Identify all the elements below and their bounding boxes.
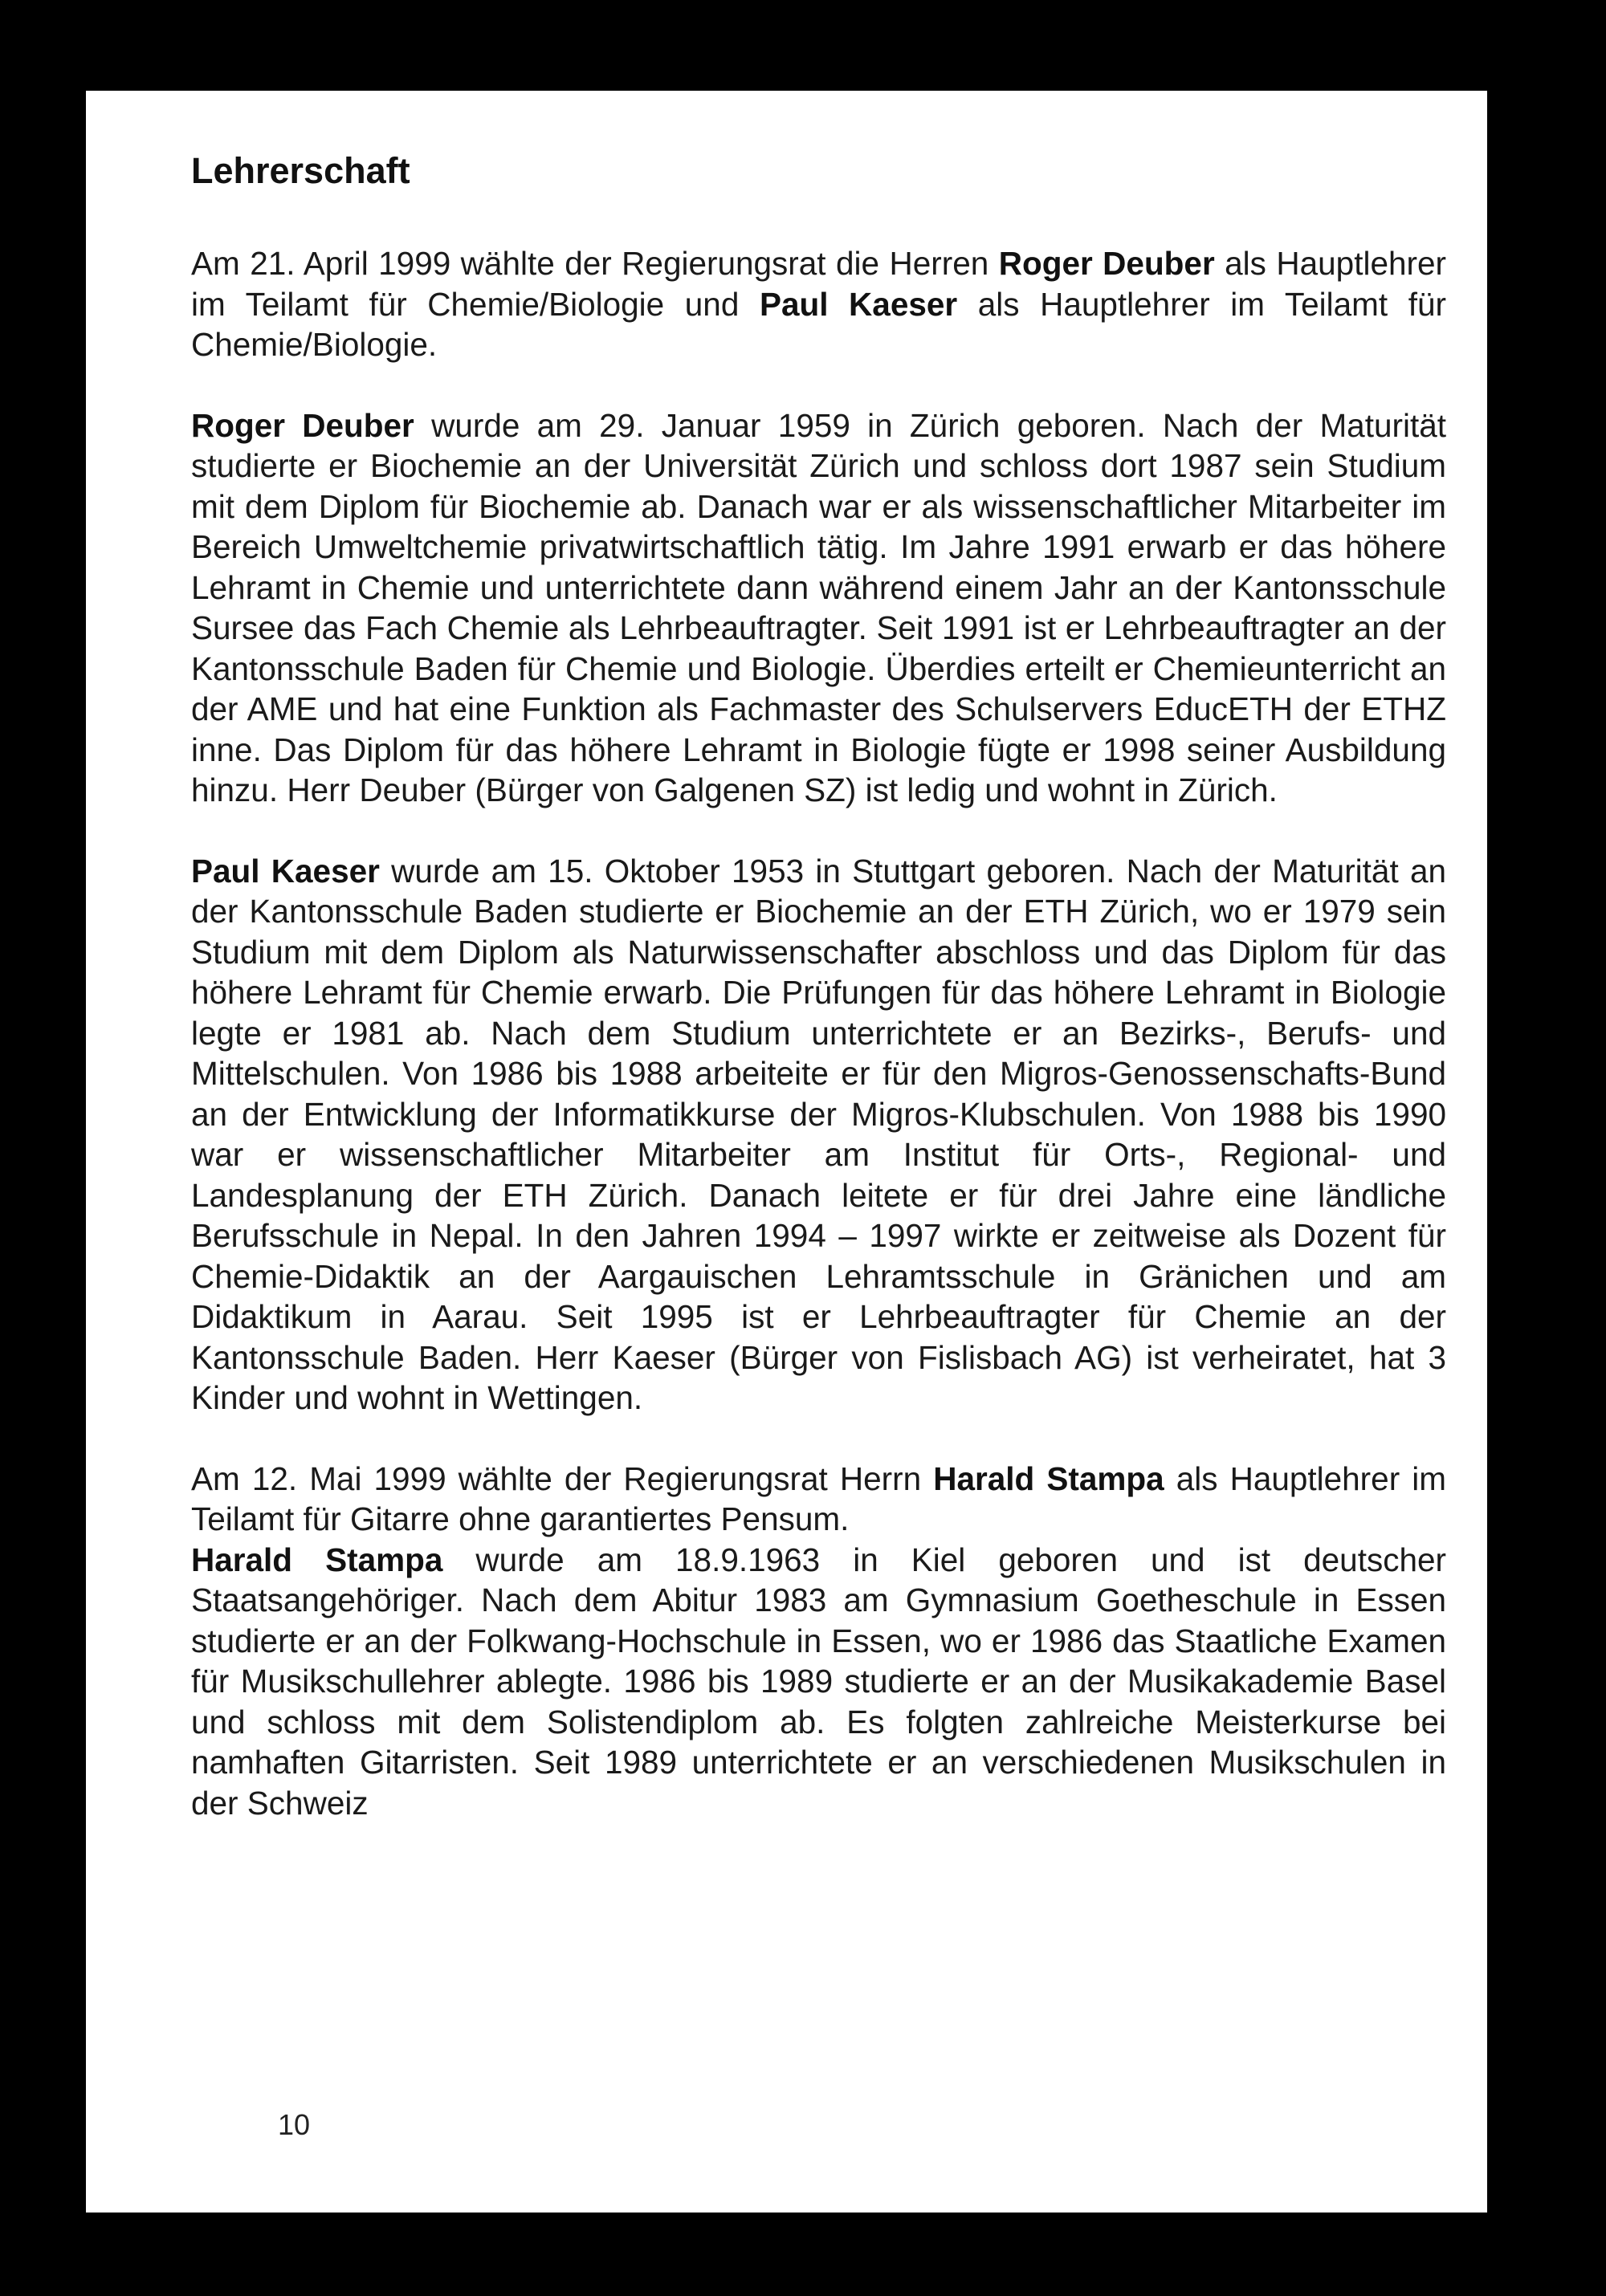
text-run: Am 12. Mai 1999 wählte der Regierungsrat Herrn	[191, 1459, 934, 1497]
text-run: Am 21. April 1999 wählte der Regierungsrat die Herren	[191, 245, 999, 282]
name-paul-kaeser: Paul Kaeser	[759, 285, 958, 323]
name-harald-stampa: Harald Stampa	[191, 1541, 443, 1578]
text-run: wurde am 18.9.1963 in Kiel geboren und ist deutscher Staatsangehöriger. Nach dem Abitur 1983 am Gymnasium Goetheschule in Essen studierte er an der Folkwang-Hochschule in Essen, wo er 1986 das Staatliche Examen für Musikschullehrer ablegte. 1986 bis 1989 studierte er an der Musikakademie Basel und schloss mit dem Solistendiplom ab. Es folgten zahlreiche Meisterkurse bei namhaften Gitarristen. Seit 1989 unterrichtete er an verschiedenen Musikschulen in der Schweiz	[191, 1541, 1446, 1822]
paragraph-election-stampa	[191, 1459, 1446, 1540]
text-run: wurde am 15. Oktober 1953 in Stuttgart geboren. Nach der Maturität an der Kantonsschule Baden studierte er Biochemie an der ETH Zürich, wo er 1979 sein Studium mit dem Diplom als Naturwissenschafter abschloss und das Diplom für das höhere Lehramt für Chemie erwarb. Die Prüfungen für das höhere Lehramt in Biologie legte er 1981 ab. Nach dem Studium unterrichtete er an Bezirks-, Berufs- und Mittelschulen. Von 1986 bis 1988 arbeiteite er für den Migros-Genossenschafts-Bund an der Entwicklung der Informatikkurse der Migros-Klubschulen. Von 1988 bis 1990 war er wissenschaftlicher Mitarbeiter am Institut für Orts-, Regional- und Landesplanung der ETH Zürich. Danach leitete er für drei Jahre eine ländliche Berufsschule in Nepal. In den Jahren 1994 – 1997 wirkte er zeitweise als Dozent für Chemie-Didaktik an der Aargauischen Lehramtsschule in Gränichen und am Didaktikum in Aarau. Seit 1995 ist er Lehrbeauftragter für Chemie an der Kantonsschule Baden. Herr Kaeser (Bürger von Fislisbach AG) ist verheiratet, hat 3 Kinder und wohnt in Wettingen.	[191, 852, 1446, 1416]
section-heading: Lehrerschaft	[191, 150, 410, 191]
page-number: 10	[278, 2108, 311, 2141]
text-run: als Hauptlehrer im Teilamt für Gitarre ohne garantiertes Pensum.	[191, 1459, 1446, 1537]
name-roger-deuber: Roger Deuber	[998, 245, 1215, 282]
paragraph-bio-deuber	[191, 405, 1446, 811]
name-harald-stampa: Harald Stampa	[933, 1459, 1164, 1497]
text-run: als Hauptlehrer im Teilamt für Chemie/Biologie und	[191, 245, 1446, 323]
text-run: wurde am 29. Januar 1959 in Zürich geboren. Nach der Maturität studierte er Biochemie an der Universität Zürich und schloss dort 1987 sein Studium mit dem Diplom für Biochemie ab. Danach war er als wissenschaftlicher Mitarbeiter im Bereich Umweltchemie privatwirtschaftlich tätig. Im Jahre 1991 erwarb er das höhere Lehramt in Chemie und unterrichtete dann während einem Jahr an der Kantonsschule Sursee das Fach Chemie als Lehrbeauftragter. Seit 1991 ist er Lehrbeauftragter an der Kantonsschule Baden für Chemie und Biologie. Überdies erteilt er Chemieunterricht an der AME und hat eine Funktion als Fachmaster des Schulservers EducETH der ETHZ inne. Das Diplom für das höhere Lehramt in Biologie fügte er 1998 seiner Ausbildung hinzu. Herr Deuber (Bürger von Galgenen SZ) ist ledig und wohnt in Zürich.	[191, 406, 1446, 808]
name-paul-kaeser: Paul Kaeser	[191, 852, 380, 889]
paragraph-bio-kaeser	[191, 851, 1446, 1419]
text-run: als Hauptlehrer im Teilamt für Chemie/Biologie.	[191, 285, 1446, 363]
name-roger-deuber: Roger Deuber	[191, 406, 414, 444]
page-content	[191, 149, 1446, 1823]
paragraph-bio-stampa	[191, 1540, 1446, 1824]
paragraph-election-deuber-kaeser	[191, 243, 1446, 365]
